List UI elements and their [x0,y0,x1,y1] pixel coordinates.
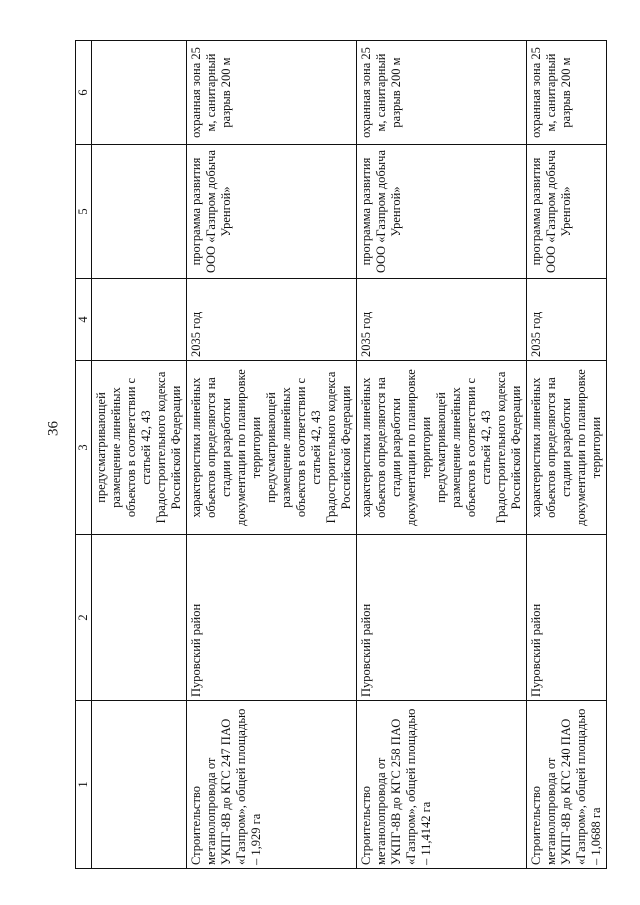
table-cell: программа развития ООО «Газпром добыча Уренгой» [527,145,607,279]
table-cell [92,535,187,701]
table-row [357,41,527,869]
table-cell [92,701,187,869]
table-row [92,41,187,869]
column-header: 1 [76,701,92,869]
header-row [76,41,92,869]
table-cell [92,41,187,145]
table-cell: Строительство метанолопровода от УКПГ-8В до КГС 247 ПАО «Газпром», общей площадью – 1,929 га [187,701,357,869]
table-cell: Строительство метанолопровода от УКПГ-8В до КГС 258 ПАО «Газпром», общей площадью – 11,4142 га [357,701,527,869]
table-cell: программа развития ООО «Газпром добыча Уренгой» [187,145,357,279]
page-number: 36 [45,421,62,436]
table-cell: 2035 год [357,279,527,361]
table-row [187,41,357,869]
table-cell: охранная зона 25 м, санитарный разрыв 200 м [527,41,607,145]
table-cell: характеристики линейных объектов определяются на стадии разработки документации по планировке территории [527,361,607,535]
table-cell [92,145,187,279]
data-table [75,40,607,869]
table-cell: предусматривающей размещение линейных объектов в соответствии с статьей 42, 43 Градостроительного кодекса Российской Федерации [92,361,187,535]
column-header: 4 [76,279,92,361]
table-cell: охранная зона 25 м, санитарный разрыв 200 м [187,41,357,145]
column-header: 5 [76,145,92,279]
table-row [527,41,607,869]
column-header: 3 [76,361,92,535]
table-cell: программа развития ООО «Газпром добыча Уренгой» [357,145,527,279]
table-cell: 2035 год [527,279,607,361]
table-cell: характеристики линейных объектов определяются на стадии разработки документации по планировке территории предусматривающей размещение линейных объектов в соответствии с статьей 42, 43 Градостроительного кодекса Российской Федерации [187,361,357,535]
table-cell [92,279,187,361]
table-cell: Пуровский район [527,535,607,701]
table-cell: Пуровский район [187,535,357,701]
table-cell: характеристики линейных объектов определяются на стадии разработки документации по планировке территории предусматривающей размещение линейных объектов в соответствии с статьей 42, 43 Градостроительного кодекса Российской Федерации [357,361,527,535]
table-cell: 2035 год [187,279,357,361]
table-cell: Строительство метанолопровода от УКПГ-8В до КГС 240 ПАО «Газпром», общей площадью – 1,0688 га [527,701,607,869]
table-cell: Пуровский район [357,535,527,701]
column-header: 2 [76,535,92,701]
rotated-table-container [75,41,603,869]
table-cell: охранная зона 25 м, санитарный разрыв 200 м [357,41,527,145]
column-header: 6 [76,41,92,145]
